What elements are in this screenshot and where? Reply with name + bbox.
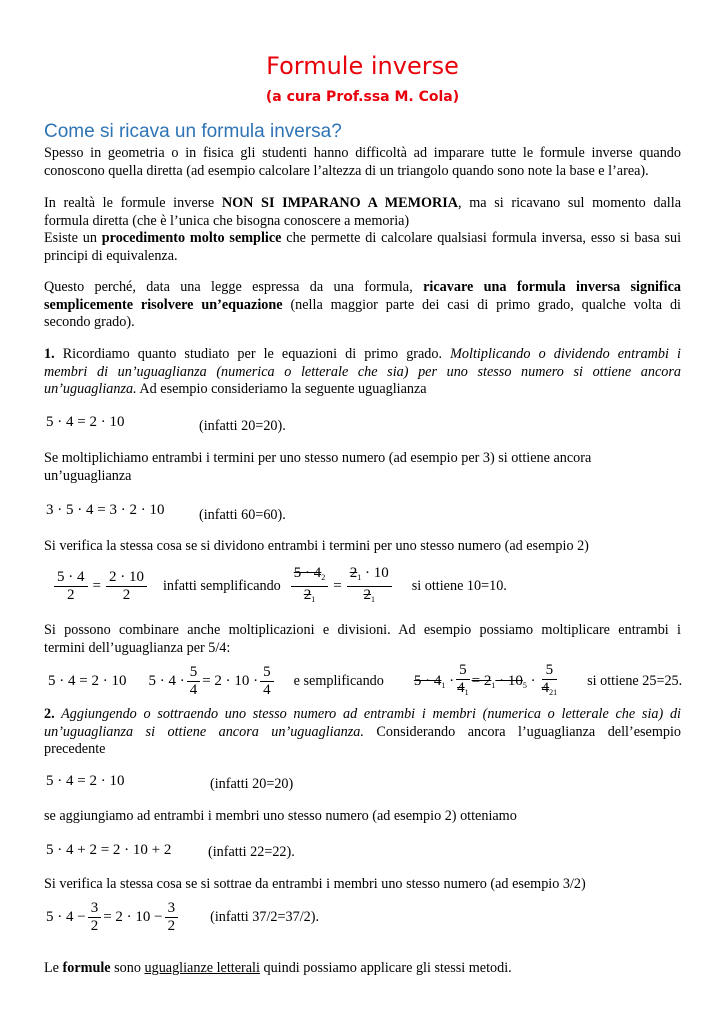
text-line (44, 346, 681, 364)
fraction: $\frac{3}{2}$ (88, 900, 102, 935)
equation-subtract (46, 900, 319, 935)
fraction: $\frac{5}{4}$ (260, 664, 274, 699)
equation-division: $\frac{5 \cdot 4}{2}$ = $\frac{2 \cdot 10}{2}$ infatti semplificando $\frac{5 \cdot 4_2}{2_1}$ = $\frac{2_1 \cdot 10}{2_1}$ si ottiene 10=10. (52, 565, 507, 608)
equation-part: 5 · 4 − (46, 909, 86, 925)
bold-text: semplicemente risolvere un’equazione (44, 296, 283, 313)
text-line: secondo grado). (44, 314, 135, 330)
italic-text: un’uguaglianza si ottiene ancora un’uguaglianza. (44, 723, 364, 740)
bold-text: NON SI IMPARANO A MEMORIA (221, 195, 459, 211)
text-line: Si verifica la stessa cosa se si dividono entrambi i termini per uno stesso numero (ad esempio 2) (44, 538, 589, 554)
paragraph-multiply (44, 450, 681, 485)
text-span: Esiste un (44, 230, 102, 246)
equation: 5 · 4 = 2 · 10 (48, 673, 127, 689)
text-line (44, 724, 681, 742)
text-line: un’uguaglianza (44, 467, 132, 484)
text-span: Questo perché, data una legge espressa da una formula, (44, 279, 424, 295)
section-heading: Come si ricava un formula inversa? (44, 121, 342, 142)
text-span: Ricordiamo quanto studiato per le equazioni di primo grado. (54, 346, 451, 362)
text-line: precedente (44, 741, 106, 757)
text-line (44, 706, 681, 724)
text-line: Si verifica la stessa cosa se si sottrae da entrambi i membri uno stesso numero (ad esempio 3/2) (44, 876, 586, 892)
paragraph-rule-2 (44, 706, 681, 759)
text-line: conoscono quella diretta (ad esempio calcolare l’altezza di un triangolo quando sono note la base e l’area). (44, 162, 649, 179)
paragraph-combine (44, 622, 681, 657)
equation-part: = $2_1 \cdot 10_5$ · (471, 673, 536, 690)
text-span: (nella maggior parte dei casi di primo grado, qualche volta di (282, 296, 681, 313)
equation: 5 · 4 + 2 = 2 · 10 + 2 (46, 842, 172, 858)
text-line (44, 230, 681, 248)
fraction: $\frac{5 \cdot 4}{2}$ (54, 569, 88, 604)
document-title: Formule inverse (266, 52, 459, 80)
italic-text: Aggiungendo o sottraendo uno stesso numero ad entrambi i membri (numerica o letterale che sia) di (54, 706, 681, 722)
equation-note: (infatti 22=22). (208, 844, 295, 860)
text-line (44, 195, 681, 213)
paragraph-subtract (44, 876, 681, 894)
text-line: Se moltiplichiamo entrambi i termini per uno stesso numero (ad esempio per 3) si ottiene ancora (44, 450, 592, 466)
italic-text: membri di un’uguaglianza (numerica o letterale che sia) per uno stesso numero si ottiene ancora (44, 363, 681, 380)
text-line: Si possono combinare anche moltiplicazioni e divisioni. Ad esempio possiamo moltiplicare entrambi i (44, 622, 681, 638)
paragraph-equation (44, 279, 681, 332)
underlined-text: uguaglianze letterali (144, 960, 260, 976)
list-number: 2. (44, 706, 55, 722)
equation-note: e semplificando (293, 673, 384, 689)
text-line: formula diretta (che è l’unica che bisogna conoscere a memoria) (44, 212, 410, 229)
fraction: $\frac{5}{4_{21}}$ (541, 662, 558, 697)
paragraph-memory (44, 195, 681, 265)
equation-combine (48, 662, 682, 701)
list-number: 1. (44, 346, 55, 362)
fraction: $\frac{2 \cdot 10}{2}$ (106, 569, 147, 604)
italic-text: Moltiplicando o dividendo entrambi i (450, 346, 681, 362)
document-subtitle: (a cura Prof.ssa M. Cola) (265, 89, 460, 105)
text-line (44, 381, 681, 399)
equation-note: (infatti 60=60). (199, 507, 286, 523)
bold-text: formule (62, 960, 111, 976)
italic-text: un’uguaglianza. (44, 381, 137, 397)
equation-note: infatti semplificando (162, 578, 281, 594)
paragraph-intro (44, 145, 681, 180)
equation-note: (infatti 20=20) (210, 776, 294, 792)
equation: 5 · 4 = 2 · 10 (46, 414, 125, 430)
paragraph-add (44, 808, 681, 826)
equation-note: (infatti 37/2=37/2). (210, 909, 320, 925)
equation-part: 5 · 4 · (148, 673, 185, 689)
equation: 5 · 4 = 2 · 10 (46, 773, 125, 789)
equation-note: (infatti 20=20). (199, 418, 286, 434)
equation-part: = 2 · 10 − (103, 909, 163, 925)
text-span: che permette di calcolare qualsiasi formula inversa, esso si basa sui (281, 230, 682, 246)
fraction: $\frac{5 \cdot 4_2}{2_1}$ (291, 565, 329, 608)
equation-part: = 2 · 10 · (202, 673, 259, 689)
equation-part: $5 \cdot 4_1$ · (413, 673, 455, 690)
bold-text: procedimento molto semplice (101, 230, 282, 246)
fraction: $\frac{5}{4_1}$ (457, 662, 469, 697)
text-span: Ad esempio consideriamo la seguente uguaglianza (136, 381, 427, 397)
paragraph-formulas (44, 960, 681, 978)
text-span: , ma si ricavano sul momento dalla (458, 195, 681, 211)
text-line (44, 297, 681, 315)
text-line (44, 279, 681, 297)
paragraph-divide (44, 538, 681, 556)
text-line: principi di equivalenza. (44, 247, 178, 264)
fraction: $\frac{2_1 \cdot 10}{2_1}$ (347, 565, 392, 608)
text-span: In realtà le formule inverse (44, 195, 222, 211)
paragraph-rule-1 (44, 346, 681, 399)
text-line: Spesso in geometria o in fisica gli studenti hanno difficoltà ad imparare tutte le formule inverse quando (44, 145, 681, 161)
text-line (44, 364, 681, 382)
equation-note: si ottiene 25=25. (587, 673, 683, 689)
fraction: $\frac{3}{2}$ (165, 900, 179, 935)
equation-note: si ottiene 10=10. (411, 578, 507, 594)
bold-text: ricavare una formula inversa significa (423, 279, 681, 295)
fraction: $\frac{5}{4}$ (187, 664, 201, 699)
text-line: termini dell’uguaglianza per 5/4: (44, 639, 231, 656)
equation: 3 · 5 · 4 = 3 · 2 · 10 (46, 502, 165, 518)
text-line: se aggiungiamo ad entrambi i membri uno stesso numero (ad esempio 2) otteniamo (44, 808, 517, 824)
text-span: Considerando ancora l’uguaglianza dell’esempio (363, 723, 681, 740)
text-line: Le formule sono uguaglianze letterali quindi possiamo applicare gli stessi metodi. (44, 960, 512, 976)
